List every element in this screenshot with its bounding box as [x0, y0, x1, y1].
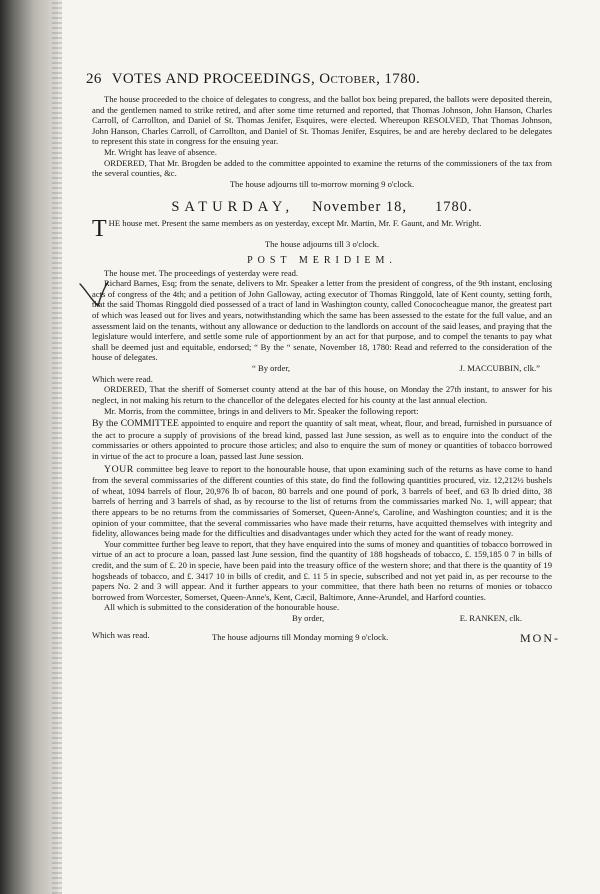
day-date: November 18, — [312, 199, 408, 216]
report-1-text: committee beg leave to report to the honourable house, that upon examining such of the returns as have come to hand from the several commissaries of the different counties of this state, do find the following quantities procured, viz. 12,212½ bushels of wheat, 1094 barrels of flour, 20,976 lb of bacon, 80 barrels and one pound of pork, 3 barrels of beef, and 63 lb dried ditto, 38 barrels of herring and 3 barrels of shad, as by recourse to the list of returns from the commissaries marked No. 1, will appear; that there appears to be no returns from the commissaries of Somerset, Queen-Anne's, Caroline, and Washington counties; and it is the opinion of your committee, that the several commissaries who have made their returns, have acquitted themselves with integrity and fidelity, allowances being made for the difficulties and disadvantages under which they acted for the want of ready money. — [92, 463, 552, 539]
paragraph-committee — [92, 418, 552, 461]
paragraph-order-sheriff: ORDERED, That the sheriff of Somerset county attend at the bar of this house, on Monday the 27th instant, to answer for his neglect, in not making his return to the chancellor of the delegates elected for his county at the last annual election. — [92, 384, 552, 406]
catchword: MON- — [520, 630, 560, 645]
drop-cap: T — [92, 216, 107, 243]
house-met-text: HE house met. Present the same members as on yesterday, except Mr. Martin, Mr. F. Gaunt, and Mr. Wright. — [108, 218, 482, 229]
running-head-title: VOTES AND PROCEEDINGS, — [111, 71, 316, 87]
signer-ranken: E. RANKEN, clk. — [459, 612, 522, 623]
paragraph-morris: Mr. Morris, from the committee, brings in and delivers to Mr. Speaker the following report: — [104, 405, 419, 416]
paragraph-senate-letter: Richard Barnes, Esq; from the senate, delivers to Mr. Speaker a letter from the president of congress, of the 9th instant, enclosing acts of congress of the 4th; and a petition of John Galloway, acting executor of Thomas Ringgold, late of Kent county, setting forth, that the said Thomas Ringgold died possessed of a tract of land in Washington county, called Conococheague manor, the greatest part of which was leased out for lives and years, notwithstanding which the same has been assessed to the estate for the full value, and an assessment laid on the tenants, without any allowance or deduction to the landlords on account of the said leases, and praying that the legislature would interfere, and settle some rule of apportionment by an act for that purpose, and to compel the tenants to pay what shall be deemed just and equitable, endorsed; “ By the “ senate, November 18, 1780: Read and referred to the consideration of the house of delegates. — [92, 278, 552, 363]
paragraph-house-met-pm: The house met. The proceedings of yesterday were read. — [104, 267, 299, 278]
adjournment-line: The house adjourns till to-morrow morning 9 o'clock. — [229, 178, 415, 189]
closing-line — [92, 629, 560, 646]
day-name: SATURDAY, — [171, 199, 295, 216]
paragraph-order-brogden: ORDERED, That Mr. Brogden be added to the committee appointed to examine the returns of the commissioners of the tax from the several counties, &c. — [92, 157, 552, 179]
paragraph-report-2: Your committee further beg leave to report, that they have enquired into the sums of money and quantities of tobacco borrowed in virtue of an act to procure a loan, passed last June session, find the quantity of 188 hogsheads of tobacco, £. 159,185 0 7 in bills of credit, and the sum of £. 20 in specie, have been paid into the treasury office of the western shore; and that there is the quantity of 19 hogsheads of tobacco, and £. 3417 10 in bills of credit, and £. 11 5 in specie, subscribed and not yet paid in, as per recourse to the papers No. 2 and 3 will appear. And it further appears to your committee, that there hath been no returns of monies or tobacco borrowed from Worcester, Somerset, Queen-Anne's, Kent, Cæcil, Baltimore, Anne-Arundel, and Harford counties. — [92, 538, 552, 602]
your-lead: YOUR — [104, 463, 134, 475]
signature-line — [92, 613, 552, 624]
by-order: “ By order, — [252, 362, 291, 373]
signature-line — [92, 363, 552, 374]
paragraph-report-1 — [92, 464, 552, 539]
committee-text: appointed to enquire and report the quantity of salt meat, wheat, flour, and bread, furnished in pursuance of the act to procure a supply of provisions of the bread kind, passed last June session, as well as to enquire into the conduct of the commissaries or others appointed to procure those articles; and also to enquire the sum of money or quantities of tobacco borrowed in virtue of the act to procure a loan, passed last June session. — [92, 418, 552, 462]
day-heading — [92, 198, 552, 216]
page-content — [86, 70, 560, 646]
running-head — [86, 70, 552, 88]
day-year: 1780. — [435, 199, 473, 216]
paragraph-report-3: All which is submitted to the consideration of the honourable house. — [104, 602, 340, 613]
signer-maccubbin: J. MACCUBBIN, clk.” — [459, 362, 540, 373]
running-head-month: October, — [319, 71, 381, 87]
adjournment-line: The house adjourns till 3 o'clock. — [264, 239, 380, 250]
by-order: By order, — [292, 612, 325, 623]
section-heading-post-meridiem: POST MERIDIEM. — [247, 254, 397, 266]
book-binding-gutter — [0, 0, 58, 894]
paragraph-house-met — [92, 216, 552, 243]
page-number: 26 — [86, 71, 102, 87]
which-was-read: Which was read. — [92, 629, 150, 640]
committee-lead: By the COMMITTEE — [92, 418, 179, 430]
running-head-year: 1780. — [384, 71, 421, 87]
paragraph-read: Which were read. — [92, 373, 153, 384]
paragraph-election: The house proceeded to the choice of delegates to congress, and the ballot box being prepared, the ballots were deposited therein, and the gentlemen named to strike retired, and after some time returned and reported, that Thomas Johnson, John Hanson, Charles Carroll, of Carrollton, and Daniel of St. Thomas Jenifer, Esquires, were elected. Whereupon RESOLVED, That Thomas Johnson, John Hanson, Charles Carroll, of Carrollton, and Daniel of St. Thomas Jenifer, Esquires, be and are hereby declared to be delegates to represent this state in congress for the ensuing year. — [92, 94, 552, 147]
final-adjournment: The house adjourns till Monday morning 9 o'clock. — [212, 631, 389, 642]
paragraph-leave: Mr. Wright has leave of absence. — [104, 146, 217, 157]
